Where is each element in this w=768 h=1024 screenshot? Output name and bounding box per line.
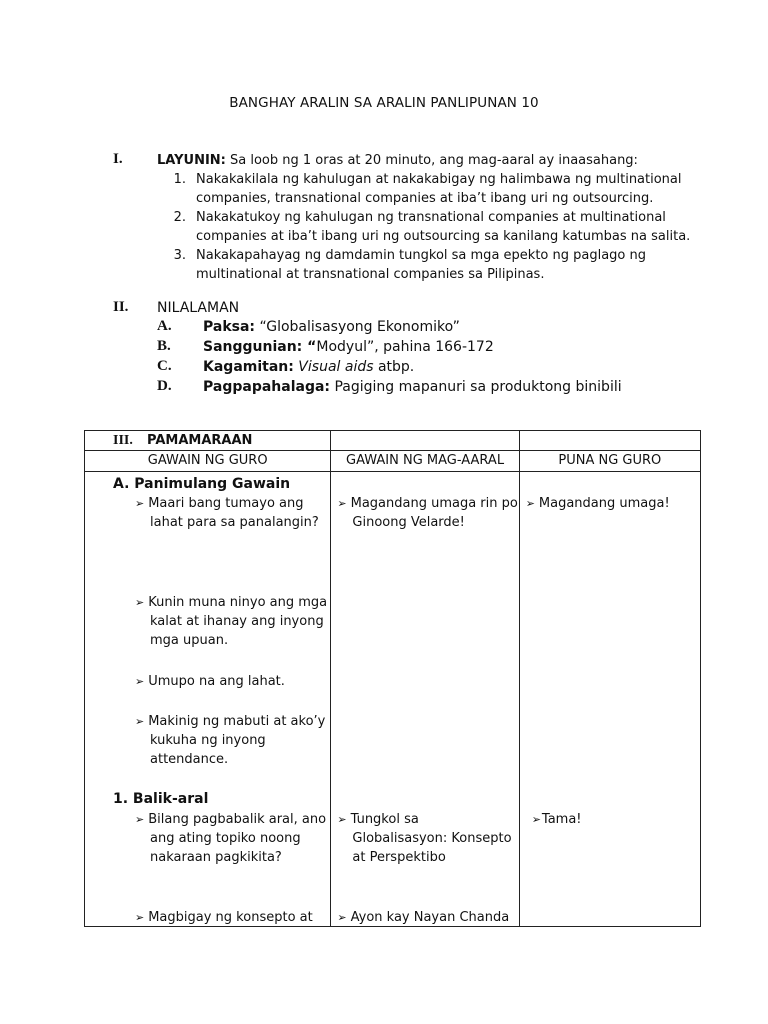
student-item-2: ➢ Tungkol sa Globalisasyon: Konsepto at Perspektibo [337, 812, 512, 865]
sanggunian-label: Sanggunian: “ [203, 339, 317, 355]
arrow-bullet-icon: ➢ [135, 596, 145, 609]
header-teacher-activity: GAWAIN NG GURO [85, 451, 331, 472]
arrow-bullet-icon: ➢ [135, 911, 145, 924]
section-2-heading: NILALAMAN [157, 300, 240, 316]
section-3-heading: PAMAMARAAN [147, 433, 253, 448]
section-1-heading [157, 151, 638, 170]
section-3-heading-cell [85, 431, 331, 451]
pagpapahalaga-label: Pagpapahalaga: [203, 379, 331, 395]
content-item-a [203, 318, 460, 337]
teacher-activity-cell [85, 472, 331, 927]
content-item-b [203, 338, 494, 357]
layunin-label: LAYUNIN: [157, 153, 226, 168]
objective-1-line-1: Nakakakilala ng kahulugan at nakakabigay ng halimbawa ng multinational [196, 172, 682, 187]
section-3-numeral: III. [113, 433, 133, 448]
table-header-row [85, 451, 701, 472]
content-item-d-letter: D. [157, 378, 172, 394]
objective-3-line-2: multinational at transnational companies sa Pilipinas. [196, 267, 545, 282]
arrow-bullet-icon: ➢ [337, 911, 347, 924]
content-item-a-letter: A. [157, 318, 172, 334]
teacher-remarks-cell [519, 472, 700, 927]
header-teacher-remarks: PUNA NG GURO [519, 451, 700, 472]
content-item-d [203, 378, 622, 397]
student-item-1: ➢ Magandang umaga rin po Ginoong Velarde! [337, 496, 518, 530]
header-student-activity: GAWAIN NG MAG-AARAL [331, 451, 519, 472]
section-2-numeral: II. [113, 299, 129, 315]
kagamitan-label: Kagamitan: [203, 359, 294, 375]
teacher-item-3: ➢ Umupo na ang lahat. [135, 674, 285, 689]
empty-cell [331, 431, 519, 451]
teacher-item-6: ➢ Magbigay ng konsepto at [135, 910, 313, 925]
arrow-bullet-icon: ➢ [135, 715, 145, 728]
student-activity-cell [331, 472, 519, 927]
kagamitan-value-italic: Visual aids [293, 359, 374, 375]
arrow-bullet-icon: ➢ [135, 675, 145, 688]
arrow-bullet-icon: ➢ [525, 497, 535, 510]
pagpapahalaga-value: Pagiging mapanuri sa produktong binibili [330, 379, 622, 395]
content-item-c [203, 358, 414, 377]
subsection-balik-aral: 1. Balik-aral [113, 791, 209, 807]
objective-3-number: 3. [173, 248, 186, 263]
sanggunian-value: Modyul”, pahina 166-172 [316, 339, 494, 355]
arrow-bullet-icon: ➢ [135, 813, 145, 826]
table-body-row [85, 472, 701, 927]
objective-3-line-1: Nakakapahayag ng damdamin tungkol sa mga epekto ng paglago ng [196, 248, 646, 263]
objective-2-line-2: companies at iba’t ibang uri ng outsourcing sa kanilang katumbas na salita. [196, 229, 691, 244]
document-title: BANGHAY ARALIN SA ARALIN PANLIPUNAN 10 [229, 95, 539, 111]
subsection-panimulang-gawain: A. Panimulang Gawain [113, 476, 291, 492]
teacher-item-2: ➢ Kunin muna ninyo ang mga kalat at ihanay ang inyong mga upuan. [135, 595, 328, 648]
arrow-bullet-icon: ➢ [531, 813, 541, 826]
remark-item-2: ➢Tama! [531, 812, 582, 827]
layunin-intro: Sa loob ng 1 oras at 20 minuto, ang mag-aaral ay inaasahang: [225, 153, 638, 168]
arrow-bullet-icon: ➢ [337, 813, 347, 826]
objective-2-line-1: Nakakatukoy ng kahulugan ng transnational companies at multinational [196, 210, 666, 225]
content-item-b-letter: B. [157, 338, 171, 354]
arrow-bullet-icon: ➢ [337, 497, 347, 510]
kagamitan-value: atbp. [373, 359, 415, 375]
objective-1-line-2: companies, transnational companies at iba’t ibang uri ng outsourcing. [196, 191, 654, 206]
content-item-c-letter: C. [157, 358, 172, 374]
objective-1-number: 1. [173, 172, 186, 187]
empty-cell [519, 431, 700, 451]
arrow-bullet-icon: ➢ [135, 497, 145, 510]
teacher-item-4: ➢ Makinig ng mabuti at ako’y kukuha ng inyong attendance. [135, 714, 326, 767]
teacher-item-1: ➢ Maari bang tumayo ang lahat para sa panalangin? [135, 496, 319, 530]
student-item-3: ➢ Ayon kay Nayan Chanda [337, 910, 510, 925]
table-section-row [85, 431, 701, 451]
paksa-label: Paksa: [203, 319, 256, 335]
section-1-numeral: I. [113, 151, 123, 167]
teacher-item-5: ➢ Bilang pagbabalik aral, ano ang ating topiko noong nakaraan pagkikita? [135, 812, 327, 865]
objective-2-number: 2. [173, 210, 186, 225]
paksa-value: “Globalisasyong Ekonomiko” [255, 319, 460, 335]
procedure-table [84, 430, 701, 927]
remark-item-1: ➢ Magandang umaga! [525, 496, 670, 511]
